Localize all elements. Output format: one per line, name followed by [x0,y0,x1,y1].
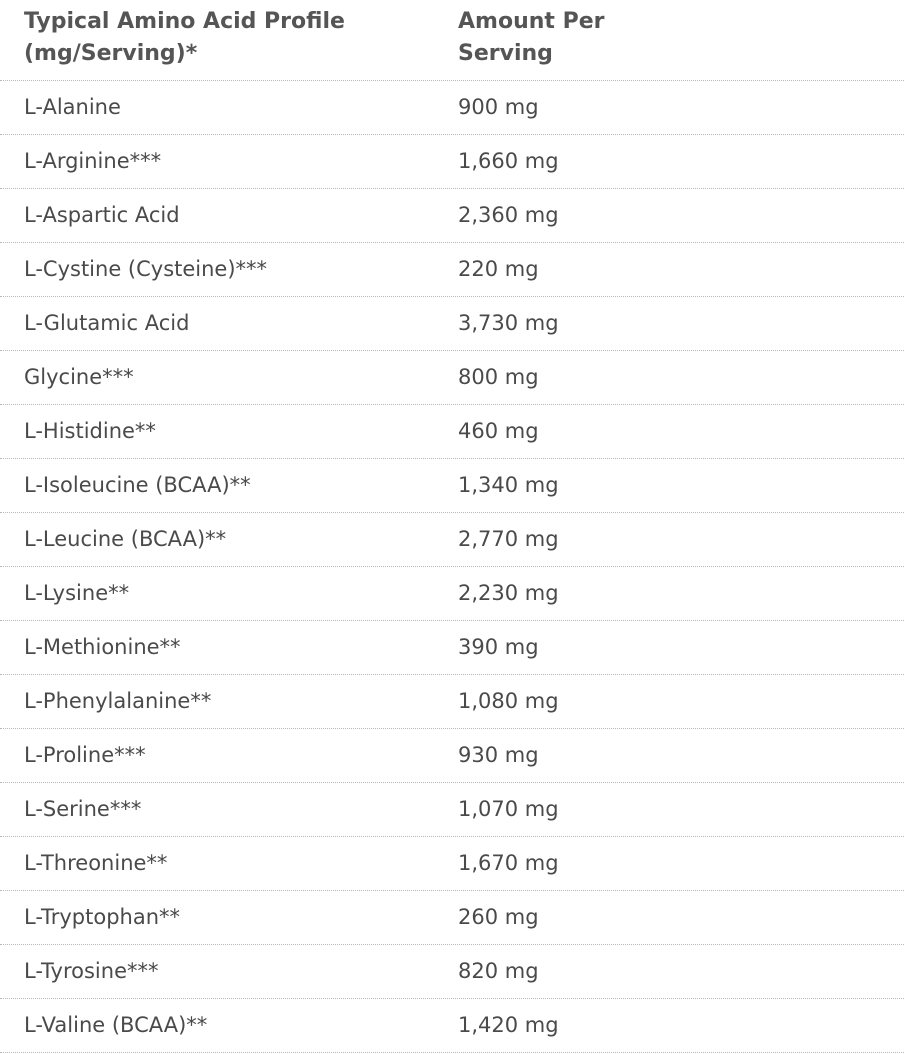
amino-acid-name: L-Arginine*** [24,149,162,173]
amount-per-serving: 900 mg [458,95,539,119]
amount-per-serving: 800 mg [458,365,539,389]
table-row [0,351,904,405]
amino-acid-name: L-Glutamic Acid [24,311,190,335]
amino-acid-name: L-Threonine** [24,851,168,875]
amount-per-serving: 2,360 mg [458,203,559,227]
amino-acid-name: L-Lysine** [24,581,130,605]
table-row [0,81,904,135]
table-row [0,837,904,891]
amino-acid-name: L-Histidine** [24,419,156,443]
amount-per-serving: 1,080 mg [458,689,559,713]
amino-acid-name: L-Aspartic Acid [24,203,180,227]
table-body [0,81,904,1053]
amount-per-serving: 220 mg [458,257,539,281]
table-row [0,783,904,837]
amount-per-serving: 1,660 mg [458,149,559,173]
amount-per-serving: 1,070 mg [458,797,559,821]
column-header-amino-acid: Typical Amino Acid Profile (mg/Serving)* [24,9,345,66]
amount-per-serving: 1,670 mg [458,851,559,875]
amino-acid-name: L-Tryptophan** [24,905,181,929]
amount-per-serving: 1,420 mg [458,1013,559,1037]
table-row [0,405,904,459]
amino-acid-name: L-Alanine [24,95,121,119]
table-row [0,945,904,999]
table-row [0,999,904,1053]
amount-per-serving: 260 mg [458,905,539,929]
table-row [0,297,904,351]
amino-acid-name: L-Valine (BCAA)** [24,1013,208,1037]
table-row [0,891,904,945]
table-row [0,729,904,783]
table-header [0,0,904,81]
amino-acid-name: L-Phenylalanine** [24,689,212,713]
amino-acid-name: L-Serine*** [24,797,142,821]
table-row [0,567,904,621]
amount-per-serving: 930 mg [458,743,539,767]
amount-per-serving: 390 mg [458,635,539,659]
table-row [0,675,904,729]
table-row [0,459,904,513]
column-header-amount: Amount Per Serving [458,9,605,66]
amino-acid-name: L-Tyrosine*** [24,959,159,983]
amount-per-serving: 2,770 mg [458,527,559,551]
amount-per-serving: 2,230 mg [458,581,559,605]
amino-acid-name: L-Proline*** [24,743,146,767]
table-row [0,189,904,243]
table-row [0,621,904,675]
amino-acid-name: L-Leucine (BCAA)** [24,527,227,551]
amino-acid-name: L-Methionine** [24,635,181,659]
amino-acid-name: Glycine*** [24,365,134,389]
table-row [0,243,904,297]
table-row [0,513,904,567]
amount-per-serving: 3,730 mg [458,311,559,335]
amount-per-serving: 1,340 mg [458,473,559,497]
table-row [0,135,904,189]
amino-acid-name: L-Cystine (Cysteine)*** [24,257,268,281]
amino-acid-name: L-Isoleucine (BCAA)** [24,473,251,497]
amount-per-serving: 460 mg [458,419,539,443]
amount-per-serving: 820 mg [458,959,539,983]
